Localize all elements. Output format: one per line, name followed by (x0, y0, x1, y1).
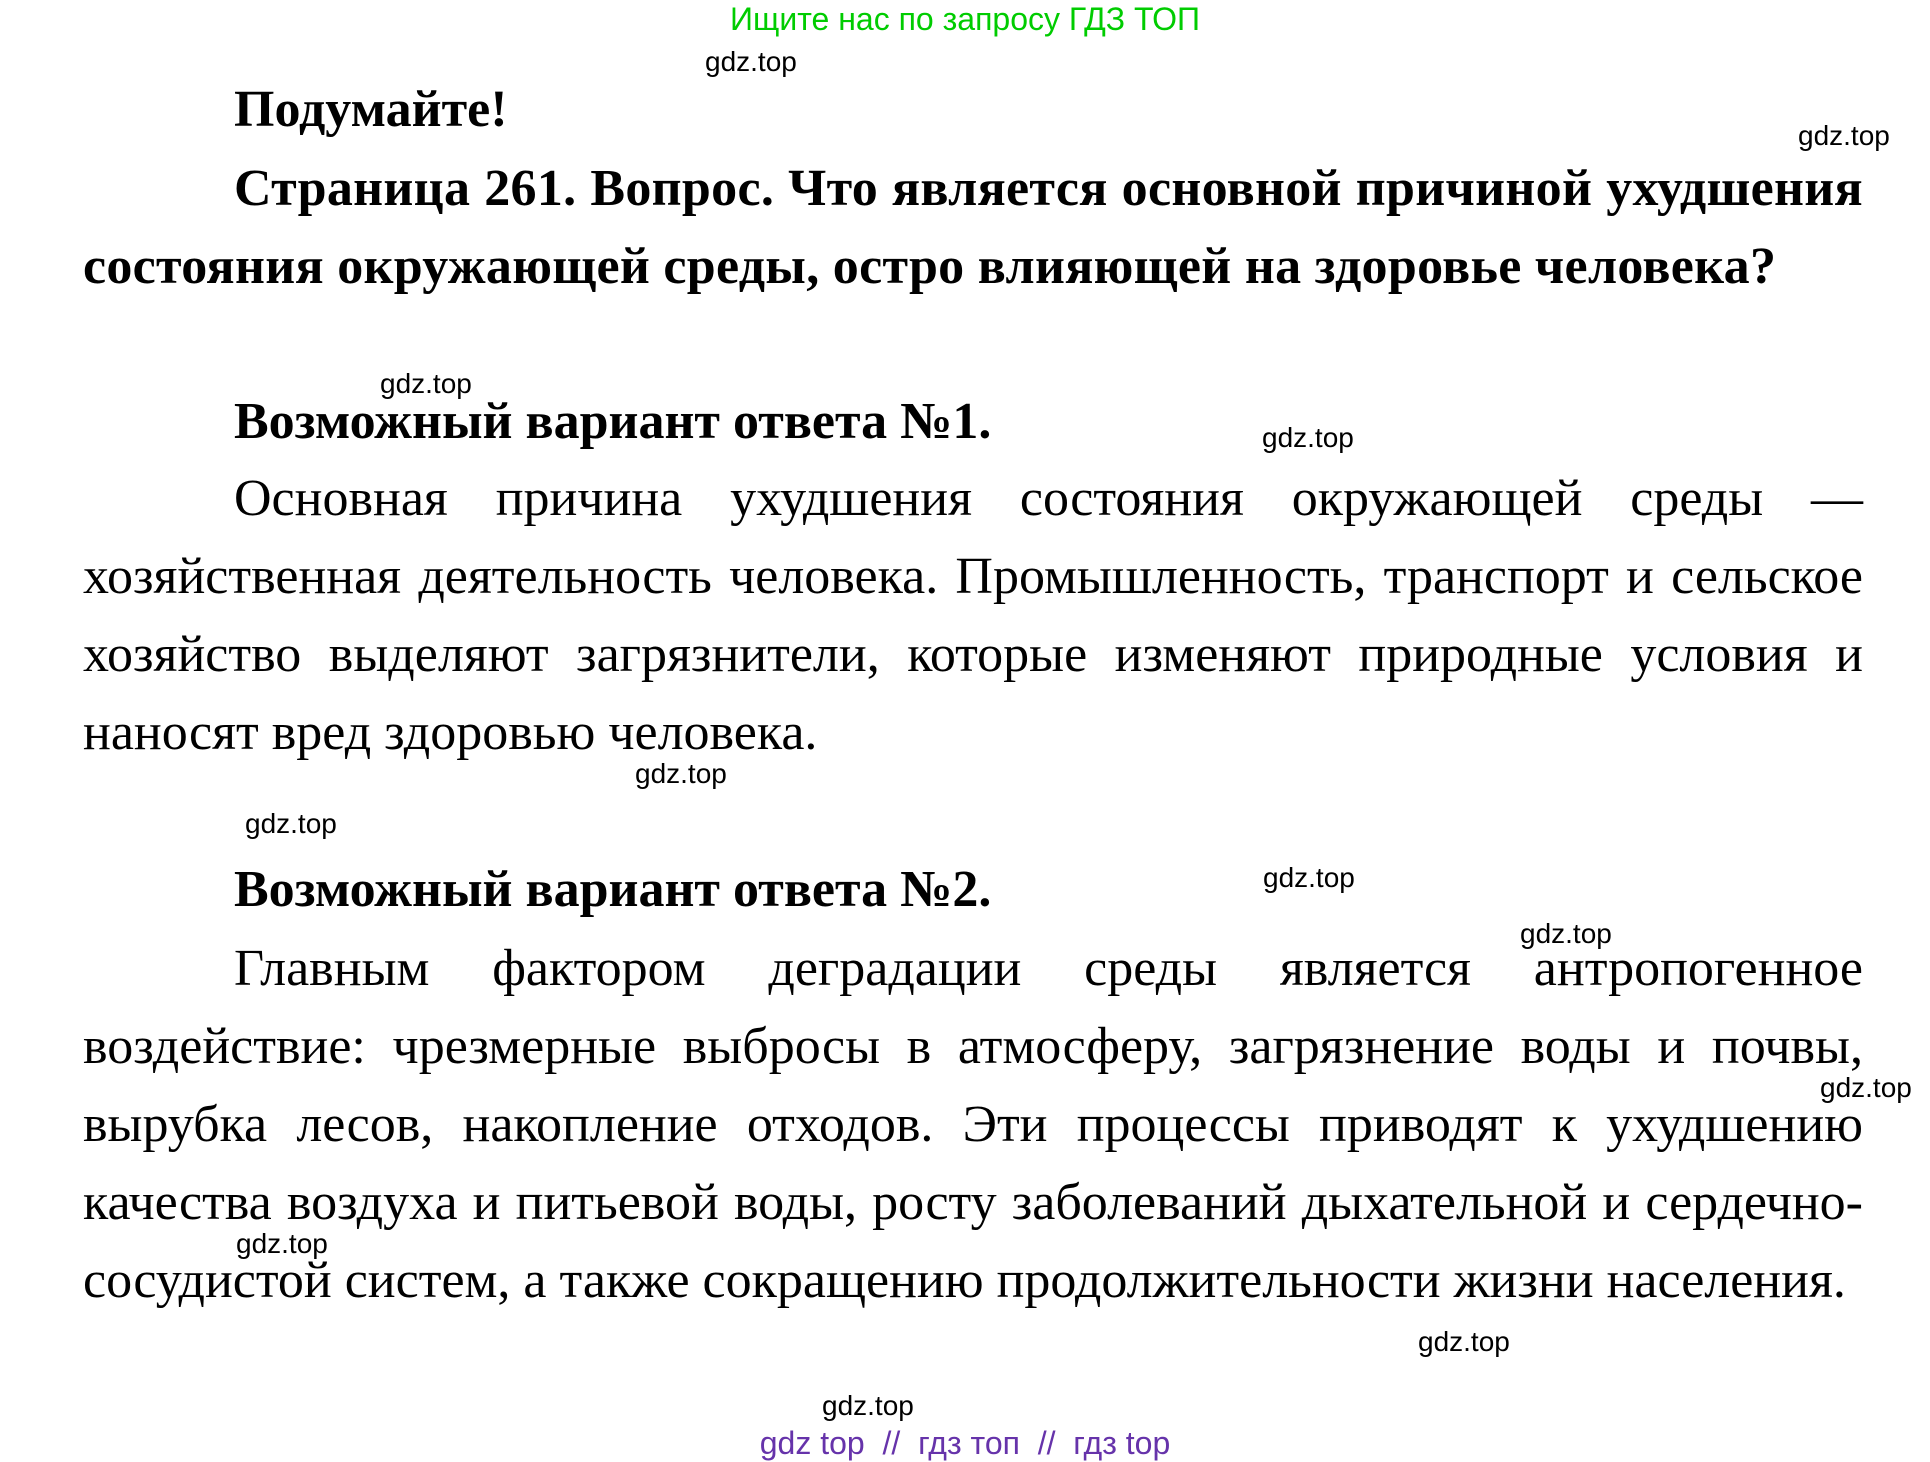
answer1-heading: Возможный вариант ответа №1. (234, 393, 992, 450)
search-hint-banner: Ищите нас по запросу ГДЗ ТОП (730, 1, 1200, 37)
watermark: gdz.top (1520, 918, 1612, 949)
watermark: gdz.top (1262, 422, 1354, 453)
footer-links[interactable]: gdz top // гдз топ // гдз top (759, 1425, 1171, 1461)
watermark: gdz.top (1798, 120, 1890, 151)
think-heading: Подумайте! (234, 81, 508, 138)
watermark: gdz.top (236, 1228, 328, 1259)
watermark: gdz.top (245, 808, 337, 839)
answer2-heading: Возможный вариант ответа №2. (234, 861, 992, 918)
watermark: gdz.top (705, 46, 797, 77)
watermark: gdz.top (1418, 1326, 1510, 1357)
watermark: gdz.top (1263, 862, 1355, 893)
watermark: gdz.top (380, 368, 472, 399)
watermark: gdz.top (1820, 1072, 1912, 1103)
watermark: gdz.top (822, 1390, 914, 1421)
answer2-text: Главным фактором деградации среды является антропогенное воздействие: чрезмерные выбросы в атмосферу, загрязнение воды и почвы, вырубка лесов, накопление отходов. Эти процессы приводят к ухудшению качества воздуха и питьевой воды, росту заболеваний дыхательной и сердечно-сосудистой систем, а также сокращению продолжительности жизни населения. (83, 940, 1863, 1309)
question-text: Страница 261. Вопрос. Что является основной причиной ухудшения состояния окружающей среды, остро влияющей на здоровье человека? (83, 160, 1863, 295)
watermark: gdz.top (635, 758, 727, 789)
answer1-text: Основная причина ухудшения состояния окружающей среды — хозяйственная деятельность человека. Промышленность, транспорт и сельское хозяйство выделяют загрязнители, которые изменяют природные условия и наносят вред здоровью человека. (83, 470, 1863, 761)
